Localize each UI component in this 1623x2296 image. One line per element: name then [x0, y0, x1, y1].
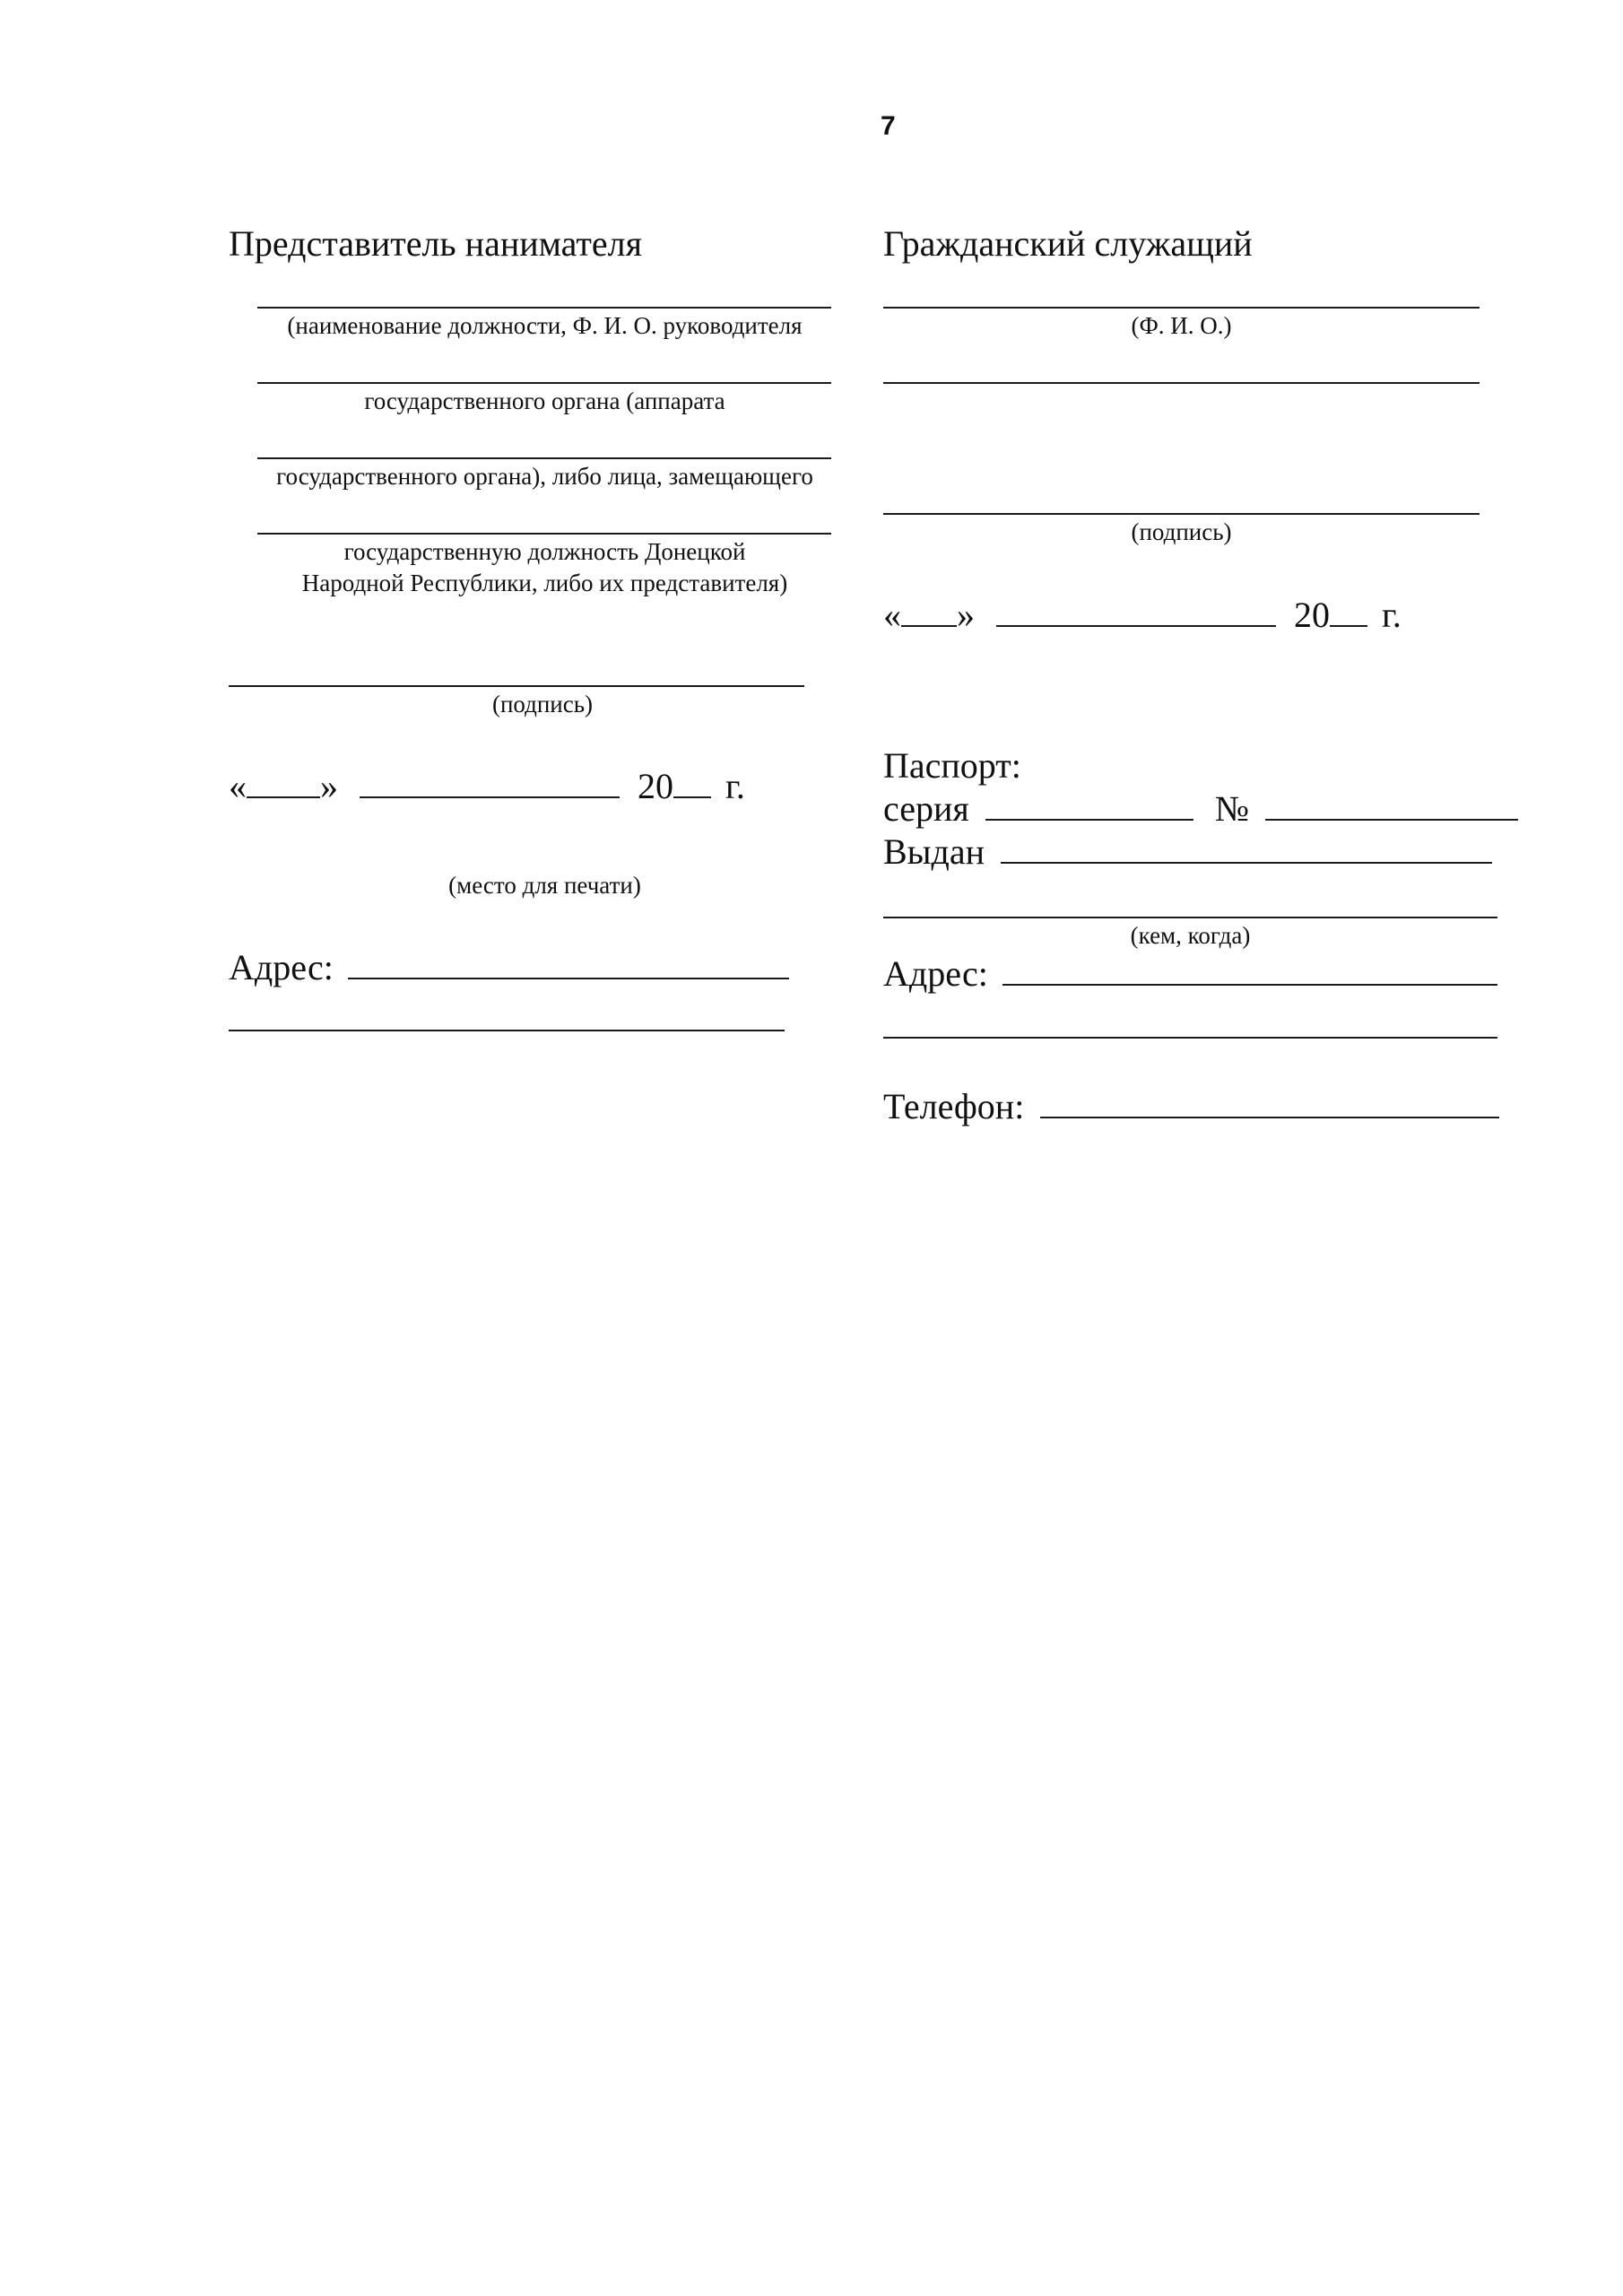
left-caption-line-1: (наименование должности, Ф. И. О. руководителя: [287, 312, 803, 339]
right-address-blank-1[interactable]: [1002, 953, 1497, 986]
left-signature-line[interactable]: [229, 685, 804, 687]
passport-issued-caption: (кем, когда): [1130, 922, 1251, 949]
right-date-year-suffix: г.: [1382, 595, 1402, 635]
left-caption-line-5: Народной Республики, либо их представителя): [301, 570, 788, 596]
phone-row: [883, 1085, 1499, 1128]
left-name-line-4[interactable]: [257, 533, 831, 535]
left-caption-line-2: государственного органа (аппарата: [364, 387, 725, 414]
right-date-open-quote: «: [883, 595, 901, 635]
left-address-blank-2[interactable]: [229, 1030, 785, 1031]
left-date-year-suffix: г.: [725, 766, 745, 806]
right-fio-line-2[interactable]: [883, 382, 1480, 384]
left-date-day-blank[interactable]: [247, 766, 320, 798]
right-date-row: [883, 594, 1402, 637]
left-date-open-quote: «: [229, 766, 247, 806]
left-name-line-2[interactable]: [257, 382, 831, 384]
passport-series-row: [883, 787, 1518, 831]
right-date-year-blank[interactable]: [1330, 595, 1367, 627]
right-signature-line[interactable]: [883, 513, 1480, 515]
passport-label: Паспорт:: [883, 745, 1021, 786]
left-date-row: [229, 765, 745, 808]
left-caption-line-3: государственного органа), либо лица, замещающего: [276, 463, 813, 490]
right-date-month-blank[interactable]: [996, 595, 1276, 627]
passport-issued-blank-2[interactable]: [883, 917, 1497, 918]
right-fio-caption: (Ф. И. О.): [1131, 312, 1232, 339]
passport-issued-row: [883, 831, 1492, 874]
right-address-row: [883, 952, 1497, 996]
stamp-caption: (место для печати): [448, 872, 641, 899]
passport-series-label: серия: [883, 788, 969, 829]
passport-issued-blank-1[interactable]: [1001, 831, 1492, 864]
right-date-day-blank[interactable]: [901, 595, 957, 627]
left-name-line-1[interactable]: [257, 307, 831, 309]
left-caption-line-4: государственную должность Донецкой: [343, 538, 746, 565]
right-date-close-quote: »: [957, 595, 975, 635]
phone-blank[interactable]: [1040, 1086, 1499, 1118]
right-date-year-prefix: 20: [1294, 595, 1330, 635]
passport-number-blank[interactable]: [1265, 788, 1518, 821]
left-address-blank-1[interactable]: [348, 947, 789, 979]
left-signature-caption: (подпись): [491, 691, 594, 718]
left-date-month-blank[interactable]: [360, 766, 620, 798]
passport-issued-label: Выдан: [883, 831, 985, 872]
left-date-year-prefix: 20: [638, 766, 673, 806]
left-date-year-blank[interactable]: [673, 766, 711, 798]
right-address-label: Адрес:: [883, 953, 988, 994]
right-heading: Гражданский служащий: [883, 223, 1253, 264]
left-address-label: Адрес:: [229, 947, 334, 987]
passport-series-blank[interactable]: [985, 788, 1193, 821]
phone-label: Телефон:: [883, 1086, 1025, 1126]
right-fio-line[interactable]: [883, 307, 1480, 309]
page-number: 7: [881, 111, 896, 141]
left-address-row: [229, 946, 789, 989]
left-heading: Представитель нанимателя: [229, 223, 642, 264]
left-date-close-quote: »: [320, 766, 338, 806]
right-signature-caption: (подпись): [1131, 518, 1232, 545]
left-name-line-3[interactable]: [257, 457, 831, 459]
right-address-blank-2[interactable]: [883, 1037, 1497, 1039]
passport-number-label: №: [1214, 788, 1249, 829]
